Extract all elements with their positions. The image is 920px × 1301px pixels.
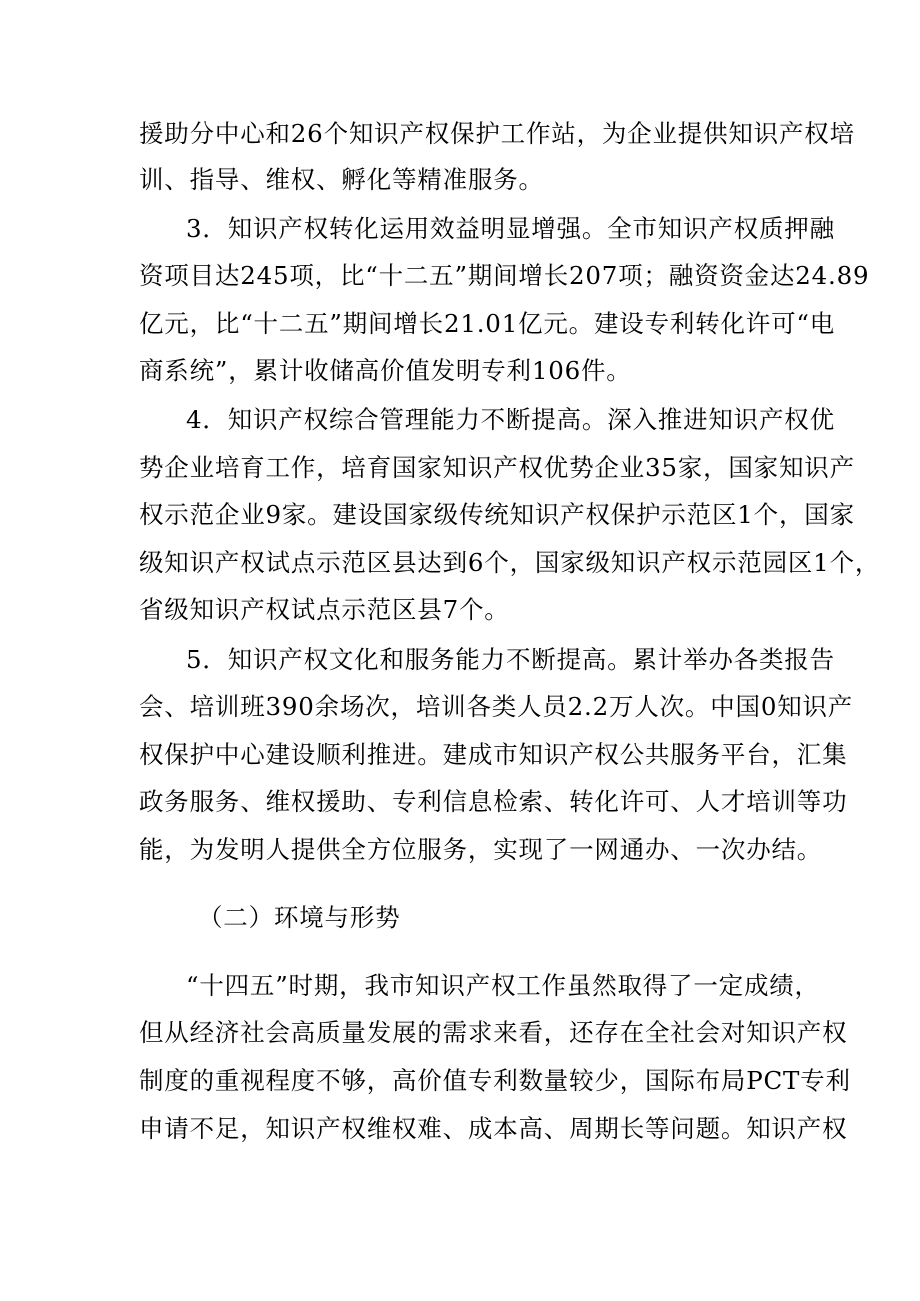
- section-5-heading-line: 5．知识产权文化和服务能力不断提高。累计举办各类报告: [186, 645, 835, 674]
- paragraph-line: “十四五”时期，我市知识产权工作虽然取得了一定成绩，: [186, 971, 820, 1000]
- section-heading: （二）环境与形势: [198, 903, 401, 932]
- paragraph-line: 制度的重视程度不够，高价值专利数量较少，国际布局PCT专利: [139, 1066, 851, 1095]
- paragraph-line: 训、指导、维权、孵化等精准服务。: [139, 165, 544, 194]
- paragraph-line: 申请不足，知识产权维权难、成本高、周期长等问题。知识产权: [139, 1114, 848, 1143]
- paragraph-line: 但从经济社会高质量发展的需求来看，还存在全社会对知识产权: [139, 1018, 848, 1047]
- paragraph-line: 援助分中心和26个知识产权保护工作站，为企业提供知识产权培: [139, 119, 855, 148]
- paragraph-line: 政务服务、维权援助、专利信息检索、转化许可、人才培训等功: [139, 787, 848, 816]
- paragraph-line: 权保护中心建设顺利推进。建成市知识产权公共服务平台，汇集: [139, 740, 848, 769]
- paragraph-line: 资项目达245项，比“十二五”期间增长207项；融资资金达24.89: [139, 261, 870, 290]
- paragraph-line: 势企业培育工作，培育国家知识产权优势企业35家，国家知识产: [139, 453, 855, 482]
- paragraph-line: 能，为发明人提供全方位服务，实现了一网通办、一次办结。: [139, 835, 823, 864]
- paragraph-line: 省级知识产权试点示范区县7个。: [139, 595, 510, 624]
- paragraph-line: 级知识产权试点示范区县达到6个，国家级知识产权示范园区1个，: [139, 548, 881, 577]
- section-3-heading-line: 3．知识产权转化运用效益明显增强。全市知识产权质押融: [186, 214, 835, 243]
- paragraph-line: 商系统”，累计收储高价值发明专利106件。: [139, 356, 632, 385]
- paragraph-line: 亿元，比“十二五”期间增长21.01亿元。建设专利转化许可“电: [139, 309, 836, 338]
- section-4-heading-line: 4．知识产权综合管理能力不断提高。深入推进知识产权优: [186, 405, 835, 434]
- paragraph-line: 会、培训班390余场次，培训各类人员2.2万人次。中国0知识产: [139, 692, 854, 721]
- paragraph-line: 权示范企业9家。建设国家级传统知识产权保护示范区1个，国家: [139, 500, 855, 529]
